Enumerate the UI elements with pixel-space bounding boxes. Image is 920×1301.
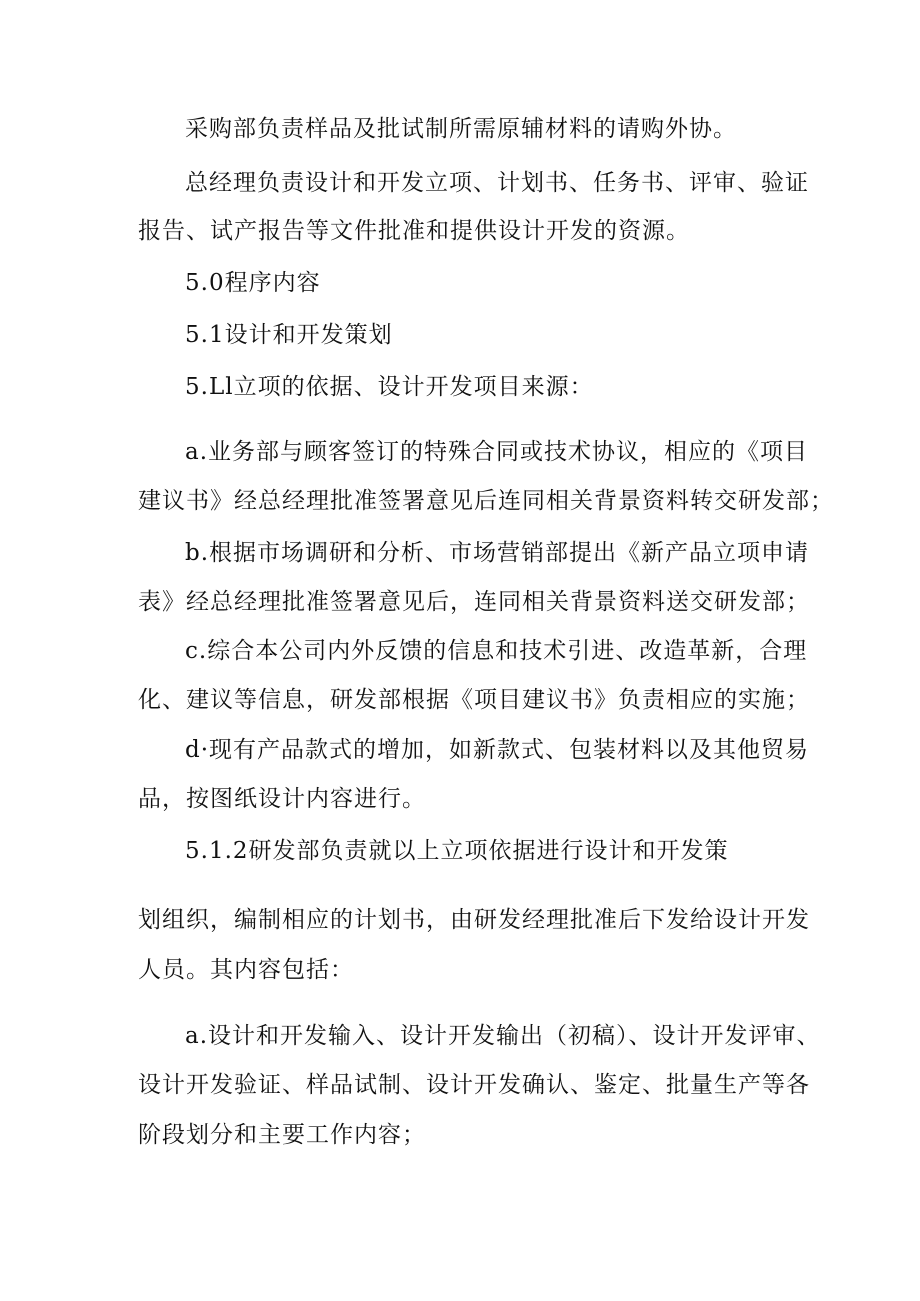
content-a-line-3: 阶段划分和主要工作内容； [138,1122,426,1148]
heading-5-0: 5.0程序内容 [185,270,321,296]
paragraph-5-1-2-line-2: 划组织，编制相应的计划书，由研发经理批准后下发给设计开发 [138,907,810,933]
item-c-line-2: 化、建议等信息，研发部根据《项目建议书》负责相应的实施； [138,687,810,713]
item-d-line-1: d·现有产品款式的增加，如新款式、包装材料以及其他贸易 [185,737,810,763]
item-c-line-1: c.综合本公司内外反馈的信息和技术引进、改造革新，合理 [185,638,808,664]
item-a-line-1: a.业务部与顾客签订的特殊合同或技术协议，相应的《项目 [185,439,809,465]
item-d-line-2: 品，按图纸设计内容进行。 [138,786,426,812]
heading-5-1-2: 5.1.2研发部负责就以上立项依据进行设计和开发策 [185,838,729,864]
item-a-line-2: 建议书》经总经理批准签署意见后连同相关背景资料转交研发部； [138,488,834,514]
paragraph-5-1-2-line-3: 人员。其内容包括： [138,957,354,983]
heading-5-1: 5.1设计和开发策划 [185,322,393,348]
paragraph-gm-line-2: 报告、试产报告等文件批准和提供设计开发的资源。 [138,218,690,244]
paragraph-purchasing: 采购部负责样品及批试制所需原辅材料的请购外协。 [185,116,737,142]
content-a-line-2: 设计开发验证、样品试制、设计开发确认、鉴定、批量生产等各 [138,1072,810,1098]
heading-5-1-1: 5.Ll立项的依据、设计开发项目来源： [185,374,594,400]
item-b-line-2: 表》经总经理批准签署意见后，连同相关背景资料送交研发部； [138,589,810,615]
content-a-line-1: a.设计和开发输入、设计开发输出（初稿）、设计开发评审、 [185,1023,821,1049]
item-b-line-1: b.根据市场调研和分析、市场营销部提出《新产品立项申请 [185,540,810,566]
paragraph-gm-line-1: 总经理负责设计和开发立项、计划书、任务书、评审、验证 [185,170,809,196]
